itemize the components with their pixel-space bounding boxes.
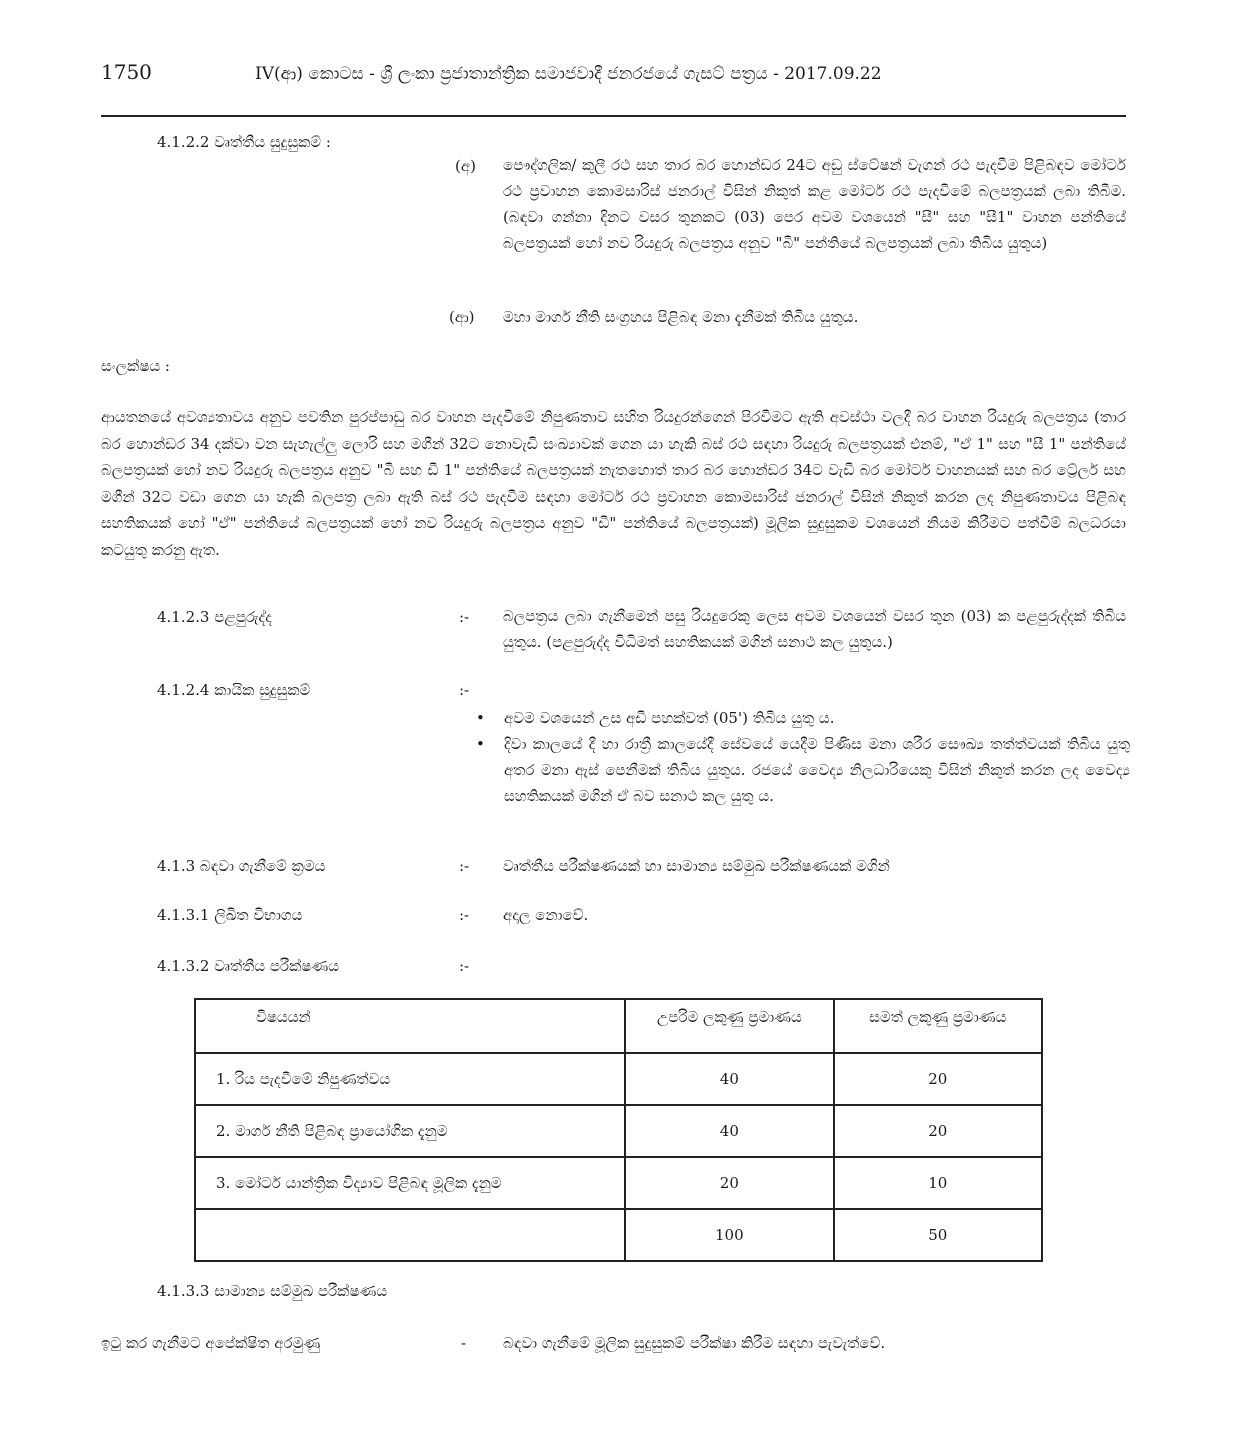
pass-marks-cell: 20 <box>834 1053 1042 1105</box>
page-number: 1750 <box>101 60 152 84</box>
column-header-pass-marks: සමත් ලකුණු ප්‍රමාණය <box>834 999 1042 1053</box>
section-4124-separator: :- <box>459 681 470 699</box>
section-4131-text: අදාල නොවේ. <box>503 906 589 924</box>
section-4123-text: බලපත්‍රය ලබා ගැනීමෙන් පසු රියදුරෙකු ලෙස අවම වශයෙන් වසර තුන (03) ක පළපුරුද්දක් තිබිය යුතුය. (පළපුරුද්ද විධිමත් සහතිකයක් මගින් සනාථ කල යුතුය.) <box>503 607 1126 651</box>
physical-requirements-list <box>470 705 1130 809</box>
note-paragraph: ආයතනයේ අවශ්‍යතාවය අනුව පවතින පුරප්පාඩු බර වාහන පැදවීමේ නිපුණතාව සහිත රියදුරන්ගෙන් පිරවීමට ඇති අවස්ථා වලදී බර වාහන රියදුරු බලපත්‍රය (තාර බර හොන්ඩර 34 දක්වා වන සැහැල්ලු ලොරි සහ මගීන් 32ට නොවැඩි සංඛ්‍යාවක් ගෙන යා හැකි බස් රථ සඳහා රියදුරු බලපත්‍රයක් එනම්, "ඒ 1" සහ "සී 1" පන්තියේ බලපත්‍රයක් හෝ නව රියදුරු බලපත්‍රය අනුව "බී සහ ඩී 1" පන්තියේ බලපත්‍රයක් නැතහොත් තාර බර හොන්ඩර 34ට වැඩි බර මෝටර් වාහනයක් සහ බර ට්‍රේලර් සහ මගීන් 32ට වඩා ගෙන යා හැකි බලපත්‍ර ලබා ඇති බස් රථ පැදවීම සඳහා මෝටර් රථ ප්‍රවාහන කොමසාරිස් ජනරාල් විසින් නිකුත් කරන ලද නිපුණතාවය පිළිබඳ සහතිකයක් හෝ "ඒ" පන්තියේ බලපත්‍රයක් හෝ නව රියදුරු බලපත්‍රය අනුව "ඩී" පන්තියේ බලපත්‍රයක්) මූලික සුදුසුකම වශයෙන් නියම කිරීමට පත්වීම් බලධරයා කටයුතු කරනු ඇත. <box>101 408 1126 559</box>
column-header-subjects: විෂයයන් <box>195 999 625 1053</box>
max-marks-total-cell: 100 <box>625 1209 833 1261</box>
gazette-header-title: IV(ආ) කොටස - ශ්‍රී ලංකා ප්‍රජාතාන්ත්‍රික සමාජවාදී ජනරජයේ ගැසට් පත්‍රය - 2017.09.22 <box>255 64 882 84</box>
subject-cell <box>195 1209 625 1261</box>
bullet-icon: • <box>476 735 485 753</box>
section-4131-heading: 4.1.3.1 ලිඛිත විභාගය <box>157 906 303 924</box>
table-total-row <box>195 1209 1042 1261</box>
max-marks-cell: 20 <box>625 1157 833 1209</box>
marks-table <box>194 998 1043 1262</box>
list-item <box>470 731 1130 809</box>
section-4124-heading: 4.1.2.4 කායික සුදුසුකම් <box>157 681 311 699</box>
note-heading: සංලක්ෂය : <box>101 357 170 375</box>
table-row <box>195 1105 1042 1157</box>
section-4123-separator: :- <box>459 608 470 626</box>
objectives-label: ඉටු කර ගැනීමට අපේක්ෂිත අරමුණු <box>101 1334 321 1352</box>
subject-cell: 2. මාර්ග නීති පිළිබඳ ප්‍රායෝගික දැනුම <box>195 1105 625 1157</box>
objectives-separator: - <box>461 1334 467 1352</box>
pass-marks-cell: 10 <box>834 1157 1042 1209</box>
subject-cell: 1. රිය පැදවීමේ නිපුණත්වය <box>195 1053 625 1105</box>
objectives-text: බඳවා ගැනීමේ මූලික සුදුසුකම් පරීක්ෂා කිරීම සඳහා පැවැත්වේ. <box>503 1334 886 1352</box>
section-4131-separator: :- <box>459 906 470 924</box>
max-marks-cell: 40 <box>625 1105 833 1157</box>
max-marks-cell: 40 <box>625 1053 833 1105</box>
list-item-text: දිවා කාලයේ දී හා රාත්‍රී කාලයේදී සේවයේ යෙදීම පිණිස මනා ශරීර සෞඛ්‍ය තත්ත්වයක් තිබිය යුතු අතර මනා ඇස් පෙනීමක් තිබිය යුතුය. රජයේ වෛද්‍ය නිලධාරියෙකු විසින් නිකුත් කරන ලද වෛද්‍ය සහතිකයක් මගින් ඒ බව සනාථ කල යුතු ය. <box>504 735 1130 805</box>
pass-marks-total-cell: 50 <box>834 1209 1042 1261</box>
section-413-heading: 4.1.3 බඳවා ගැනීමේ ක්‍රමය <box>157 857 326 875</box>
section-4122-heading: 4.1.2.2 වෘත්තීය සුදුසුකම් : <box>157 133 331 151</box>
pass-marks-cell: 20 <box>834 1105 1042 1157</box>
item-a-text: පෞද්ගලික/ කුලී රථ සහ තාර බර හොන්ඩර 24ට අඩු ස්ටේෂන් වැගන් රථ පැදවීම පිළිබඳව මෝටර් රථ ප්‍රවාහන කොමසාරිස් ජනරාල් විසින් නිකුත් කළ මෝටර් රථ පැදවීමේ බලපත්‍රයක් ලබා තිබීම. (බඳවා ගන්නා දිනට වසර තුනකට (03) පෙර අවම වශයෙන් "සී" සහ "සී1" වාහන පන්තියේ බලපත්‍රයක් හෝ නව රියදුරු බලපත්‍රය අනුව "බී" පන්තියේ බලපත්‍රයක් ලබා තිබිය යුතුය) <box>503 156 1126 252</box>
item-b-text: මහා මාර්ග නීති සංග්‍රහය පිළිබඳ මනා දැනීමක් තිබිය යුතුය. <box>503 308 859 326</box>
section-413-separator: :- <box>459 857 470 875</box>
section-4133-heading: 4.1.3.3 සාමාන්‍ය සම්මුඛ පරීක්ෂණය <box>157 1282 388 1300</box>
list-item-text: අවම වශයෙන් උස අඩි පහක්වත් (05') තිබිය යුතු ය. <box>504 709 835 727</box>
header-divider <box>101 115 1126 117</box>
column-header-max-marks: උපරිම ලකුණු ප්‍රමාණය <box>625 999 833 1053</box>
section-413-text: වෘත්තීය පරීක්ෂණයක් හා සාමාන්‍ය සම්මුඛ පරීක්ෂණයක් මගින් <box>503 857 890 875</box>
table-row <box>195 1053 1042 1105</box>
section-4132-separator: :- <box>459 957 470 975</box>
bullet-icon: • <box>476 709 485 727</box>
section-4123-heading: 4.1.2.3 පළපුරුද්ද <box>157 608 272 626</box>
item-b-marker: (ආ) <box>449 308 475 326</box>
table-header-row <box>195 999 1042 1053</box>
item-a-marker: (අ) <box>455 157 476 175</box>
list-item <box>470 705 1130 731</box>
table-row <box>195 1157 1042 1209</box>
section-4132-heading: 4.1.3.2 වෘත්තීය පරීක්ෂණය <box>157 957 340 975</box>
subject-cell: 3. මෝටර් යාන්ත්‍රික විද්‍යාව පිළිබඳ මූලික දැනුම <box>195 1157 625 1209</box>
